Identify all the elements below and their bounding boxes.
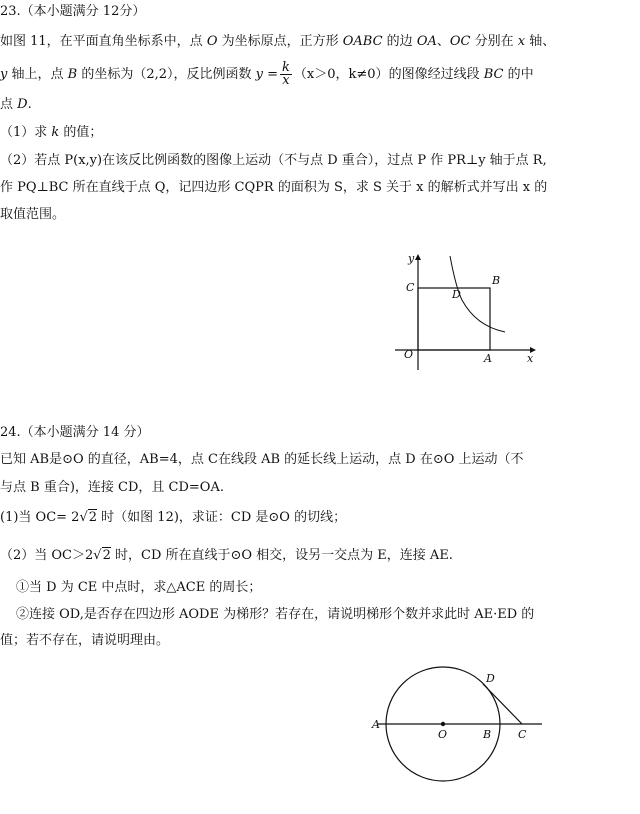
text: （2）当 OC＞2 bbox=[0, 548, 94, 563]
q23-part1 bbox=[0, 124, 102, 142]
q24-part2-ii-line1: ②连接 OD,是否存在四边形 AODE 为梯形？若存在，请说明梯形个数并求此时 AE·ED 的 bbox=[16, 607, 535, 622]
text: 、 bbox=[436, 34, 450, 49]
q23-part2-line1: （2）若点 P(x,y)在该反比例函数的图像上运动（不与点 D 重合），过点 P 作 PR⊥y 轴于点 R, bbox=[0, 153, 547, 168]
text: （1）求 bbox=[0, 125, 52, 140]
label-O: O bbox=[438, 728, 448, 741]
text: 为坐标原点，正方形 bbox=[217, 34, 343, 49]
text: 如图 11，在平面直角坐标系中，点 bbox=[0, 34, 207, 49]
label-C: C bbox=[518, 728, 527, 741]
text: 的值； bbox=[59, 125, 103, 140]
function-condition: （x＞0，k≠0） bbox=[293, 67, 389, 82]
q23-part2-line2: 作 PQ⊥BC 所在直线于点 Q，记四边形 CQPR 的面积为 S，求 S 关于 x 的解析式并写出 x 的 bbox=[0, 180, 548, 195]
var-x: x bbox=[517, 34, 526, 49]
text: 的中 bbox=[503, 67, 534, 82]
fraction-k-over-x bbox=[280, 62, 292, 87]
text: 分别在 bbox=[470, 34, 518, 49]
q24-part2 bbox=[0, 547, 453, 565]
label-C: C bbox=[406, 281, 415, 294]
frac-den: x bbox=[282, 73, 290, 88]
q24-part1 bbox=[0, 509, 346, 527]
label-A: A bbox=[372, 718, 380, 731]
y-axis-arrow bbox=[415, 254, 421, 260]
q24-header: 24.（本小题满分 14 分） bbox=[0, 425, 150, 440]
var-y: y bbox=[0, 67, 8, 82]
text: . bbox=[27, 97, 32, 112]
label-B: B bbox=[483, 728, 492, 741]
label-A: A bbox=[484, 352, 492, 365]
var-OABC: OABC bbox=[342, 34, 383, 49]
label-y: y bbox=[408, 252, 415, 265]
text: 时，CD 所在直线于⊙O 相交，设另一交点为 E，连接 AE. bbox=[110, 548, 453, 563]
text: 轴、 bbox=[525, 34, 556, 49]
sqrt-radicand: 2 bbox=[102, 548, 111, 563]
var-D: D bbox=[17, 97, 28, 112]
text: 的坐标为（2,2），反比例函数 bbox=[77, 67, 256, 82]
figure-11-coordinate-diagram bbox=[390, 250, 540, 375]
q23-header: 23.（本小题满分 12分） bbox=[0, 4, 146, 19]
label-O: O bbox=[404, 348, 414, 361]
label-D: D bbox=[486, 672, 495, 685]
text: 轴上，点 bbox=[7, 67, 68, 82]
label-x: x bbox=[527, 352, 534, 365]
q23-statement-line2 bbox=[0, 62, 534, 87]
center-point-O bbox=[441, 722, 445, 726]
segment-CD bbox=[483, 684, 522, 724]
text: 时（如图 12)，求证：CD 是⊙O 的切线； bbox=[97, 510, 347, 525]
var-O: O bbox=[206, 34, 218, 49]
q23-part2-line3: 取值范围。 bbox=[0, 207, 66, 222]
sqrt-symbol: √2 bbox=[79, 510, 98, 525]
var-B: B bbox=[67, 67, 78, 82]
q24-part2-ii-line2: 值；若不存在，请说明理由。 bbox=[0, 633, 170, 648]
text: 的边 bbox=[382, 34, 417, 49]
q24-part2-i: ①当 D 为 CE 中点时，求△ACE 的周长； bbox=[16, 580, 262, 595]
var-OA: OA bbox=[416, 34, 437, 49]
frac-num: k bbox=[282, 60, 290, 75]
sqrt-radicand: 2 bbox=[88, 510, 98, 525]
label-D: D bbox=[452, 288, 461, 301]
var-OC: OC bbox=[449, 34, 471, 49]
text: 点 bbox=[0, 97, 18, 112]
q24-statement-line2: 与点 B 重合)，连接 CD，且 CD=OA. bbox=[0, 480, 224, 495]
text: (1)当 OC= 2 bbox=[0, 510, 80, 525]
q23-statement-line3 bbox=[0, 96, 32, 114]
text: 的图像经过线段 bbox=[388, 67, 484, 82]
label-B: B bbox=[492, 274, 501, 287]
figure-12-circle-diagram bbox=[370, 664, 550, 812]
function-lhs: y = bbox=[255, 67, 279, 82]
q24-statement-line1: 已知 AB是⊙O 的直径，AB=4，点 C在线段 AB 的延长线上运动，点 D 在⊙O 上运动（不 bbox=[0, 452, 524, 467]
var-BC: BC bbox=[483, 67, 504, 82]
sqrt-symbol: √2 bbox=[93, 548, 111, 563]
q23-statement-line1 bbox=[0, 33, 555, 51]
var-k: k bbox=[51, 125, 60, 140]
